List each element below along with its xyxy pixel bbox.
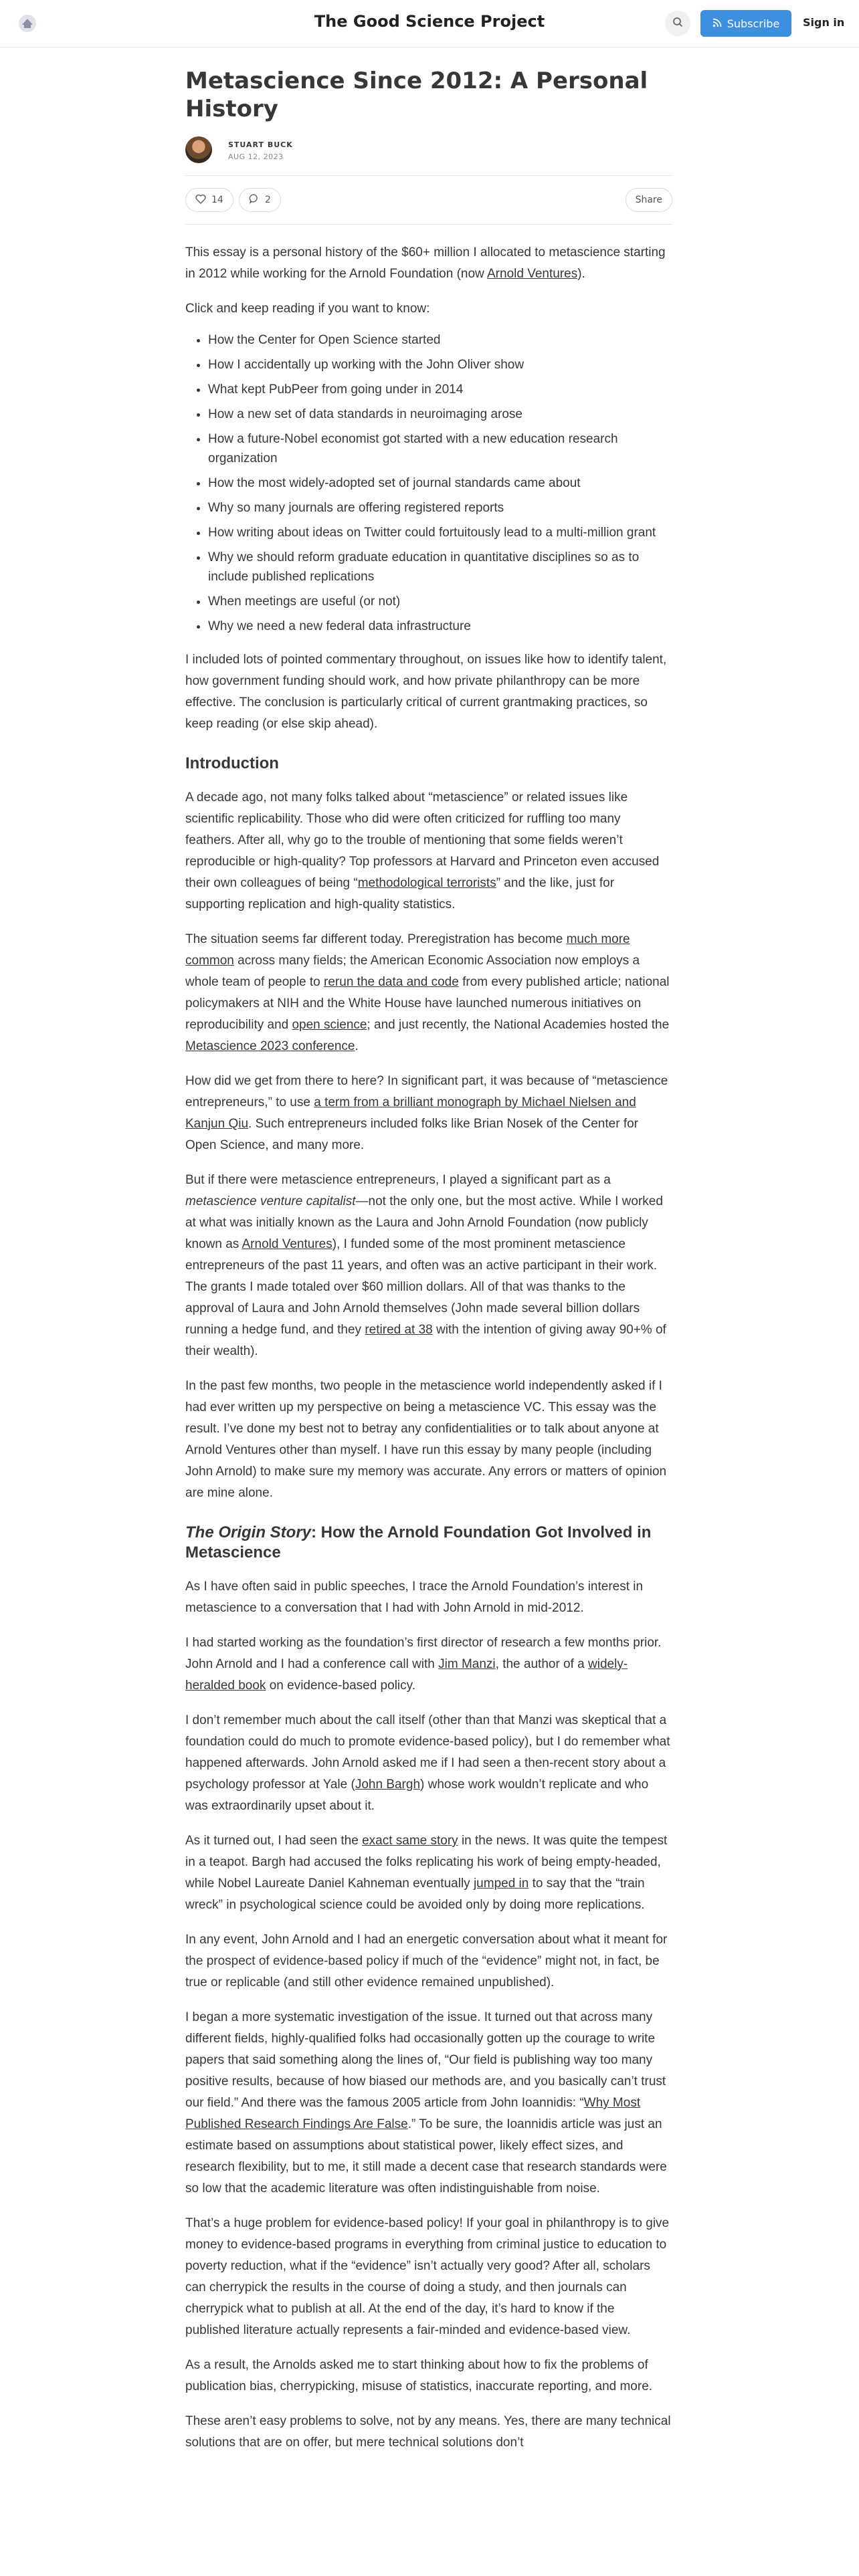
text: The situation seems far different today. Preregistration has become <box>185 932 567 946</box>
sign-in-link[interactable]: Sign in <box>803 16 845 29</box>
list-item: • How writing about ideas on Twitter could fortuitously lead to a multi-million grant <box>208 523 672 542</box>
text: ” and the like, just for supporting replication and high-quality statistics. <box>185 876 615 911</box>
post-date: AUG 12, 2023 <box>228 152 284 161</box>
text: ) whose work wouldn’t replicate and who was extraordinarily upset about it. <box>185 1778 649 1813</box>
john-bargh-link[interactable]: John Bargh <box>355 1778 421 1792</box>
paragraph <box>185 242 672 285</box>
paragraph: That’s a huge problem for evidence-based policy! If your goal in philanthropy is to give money to evidence-based programs in everything from criminal justice to education to poverty reduction, what if the “evidence” isn’t actually very good? After all, scholars can cherrypick the results in the course of doing a study, and then journals can cherrypick what to publish at all. At the end of the day, it’s hard to know if the published literature actually represents a fair-minded and evidence-based view. <box>185 2216 670 2337</box>
heading-italic: The Origin Story <box>185 1523 312 1541</box>
search-icon <box>672 17 683 30</box>
paragraph <box>185 2007 672 2199</box>
paragraph <box>185 787 672 916</box>
list-item: • How I accidentally up working with the John Oliver show <box>208 355 672 374</box>
section-heading-origin-story <box>185 1523 672 1563</box>
arnold-ventures-link-2[interactable]: Arnold Ventures <box>242 1237 332 1251</box>
search-button[interactable] <box>665 11 690 36</box>
subscribe-button[interactable] <box>700 10 791 37</box>
paragraph <box>185 1071 672 1156</box>
like-button[interactable] <box>185 188 233 212</box>
text: —not the only one, but the most active. While I worked at what was initially known as the Laura and John Arnold Foundation (now publicly known as <box>185 1194 663 1251</box>
text: ), I funded some of the most prominent metascience entrepreneurs of the past 11 years, and often was an active participant in their work. The grants I made totaled over $60 million dollars. All of that was thanks to the approval of Laura and John Arnold themselves (John made several billion dollars running a hedge fund, and they <box>185 1237 658 1337</box>
text: ; and just recently, the National Academies hosted the <box>367 1018 670 1032</box>
list-item: • Why we should reform graduate education in quantitative disciplines so as to include published replications <box>208 548 672 586</box>
author-name[interactable]: STUART BUCK <box>228 140 293 149</box>
text: A decade ago, not many folks talked about “metascience” or related issues like scientific replicability. Those who did were often criticized for ruffling too many feathers. After all, why go to the trouble of mentioning that some fields weren’t reproducible or high-quality? Top professors at Harvard and Princeton even accused their own colleagues of being “ <box>185 790 660 890</box>
comment-count: 2 <box>265 195 271 205</box>
comment-button[interactable] <box>239 188 281 212</box>
post-title: Metascience Since 2012: A Personal History <box>185 68 648 122</box>
like-count: 14 <box>211 195 223 205</box>
paragraph <box>185 1170 672 1362</box>
text: This essay is a personal history of the $60+ million I allocated to metascience starting in 2012 while working for the Arnold Foundation (now <box>185 245 666 281</box>
jim-manzi-link[interactable]: Jim Manzi <box>438 1657 496 1671</box>
text: in the news. It was quite the tempest in a teapot. Bargh had accused the folks replicating his work of being empty-headed, while Nobel Laureate Daniel Kahneman eventually <box>185 1834 668 1891</box>
subscribe-label: Subscribe <box>727 17 780 30</box>
post-container <box>185 47 672 2454</box>
much-more-common-link[interactable]: much more common <box>185 932 630 968</box>
rss-icon <box>712 17 722 30</box>
paragraph: In the past few months, two people in the metascience world independently asked if I had ever written up my perspective on being a metascience VC. This essay was the result. I’ve done my best not to betray any confidentialities or to talk about anyone at Arnold Ventures other than myself. I have run this essay by many people (including John Arnold) to make sure my memory was accurate. Any errors or matters of opinion are mine alone. <box>185 1379 667 1500</box>
text: I don’t remember much about the call itself (other than that Manzi was skeptical that a foundation could do much to promote evidence-based policy), but I do remember what happened afterwards. John Arnold asked me if I had seen a then-recent story about a psychology professor at Yale ( <box>185 1713 670 1792</box>
share-button[interactable] <box>626 188 672 212</box>
list-item: • What kept PubPeer from going under in 2014 <box>208 380 672 399</box>
text: But if there were metascience entrepreneurs, I played a significant part as a <box>185 1173 611 1187</box>
list-item: • When meetings are useful (or not) <box>208 592 672 611</box>
list-item: • How the most widely-adopted set of journal standards came about <box>208 473 672 493</box>
post-actions <box>185 175 672 225</box>
open-science-link[interactable]: open science <box>292 1018 367 1032</box>
paragraph <box>185 1632 672 1697</box>
paragraph <box>185 1830 672 1916</box>
ioannidis-article-link[interactable]: Why Most Published Research Findings Are False <box>185 2096 641 2131</box>
arnold-ventures-link[interactable]: Arnold Ventures <box>487 267 578 281</box>
site-title[interactable]: The Good Science Project <box>314 12 545 31</box>
comment-icon <box>249 193 260 207</box>
text: with the intention of giving away 90+% of their wealth). <box>185 1323 666 1358</box>
heading-rest: : How the Arnold Foundation Got Involved in Metascience <box>185 1523 652 1562</box>
section-heading-introduction: Introduction <box>185 754 279 772</box>
text: I had started working as the foundation’s first director of research a few months prior. John Arnold and I had a conference call with <box>185 1636 662 1671</box>
author-avatar[interactable] <box>185 136 212 163</box>
text: . Such entrepreneurs included folks like Brian Nosek of the Center for Open Science, and many more. <box>185 1117 638 1152</box>
heart-icon <box>195 194 206 207</box>
text: ). <box>577 267 585 281</box>
byline <box>185 132 672 170</box>
emphasis: metascience venture capitalist <box>185 1194 356 1208</box>
paragraph: I included lots of pointed commentary throughout, on issues like how to identify talent, how government funding should work, and how private philanthropy can be more effective. The conclusion is particularly critical of current grantmaking practices, so keep reading (or else skip ahead). <box>185 653 667 731</box>
paragraph: As I have often said in public speeches, I trace the Arnold Foundation’s interest in metascience to a conversation that I had with John Arnold in mid-2012. <box>185 1580 644 1615</box>
jumped-in-link[interactable]: jumped in <box>473 1876 529 1891</box>
exact-same-story-link[interactable]: exact same story <box>362 1834 458 1848</box>
book-link[interactable]: widely-heralded book <box>185 1657 628 1693</box>
list-item: • Why so many journals are offering registered reports <box>208 498 672 518</box>
text: across many fields; the American Economic Association now employs a whole team of people to <box>185 954 640 989</box>
methodological-terrorists-link[interactable]: methodological terrorists <box>357 876 496 890</box>
list-item: • How a future-Nobel economist got started with a new education research organization <box>208 429 672 468</box>
metascience-conference-link[interactable]: Metascience 2023 conference <box>185 1039 355 1053</box>
post-body <box>185 242 672 2454</box>
list-item: • How the Center for Open Science started <box>208 330 672 350</box>
paragraph: In any event, John Arnold and I had an energetic conversation about what it meant for the prospect of evidence-based policy if much of the “evidence” might not, in fact, be true or replicable (and still other evidence remained unpublished). <box>185 1933 668 1990</box>
list-item: • Why we need a new federal data infrastructure <box>208 617 672 636</box>
paragraph: These aren’t easy problems to solve, not by any means. Yes, there are many technical solutions that are on offer, but mere technical solutions don’t <box>185 2414 671 2450</box>
text: I began a more systematic investigation of the issue. It turned out that across many different fields, highly-qualified folks had occasionally gotten up the courage to write papers that said something along the lines of, “Our field is publishing way too many positive results, because of how biased our methods are, and you basically can’t trust our field.” And there was the famous 2005 article from John Ioannidis: “ <box>185 2010 666 2110</box>
list-item: • How a new set of data standards in neuroimaging arose <box>208 405 672 424</box>
retired-link[interactable]: retired at 38 <box>365 1323 433 1337</box>
share-label: Share <box>635 195 662 205</box>
paragraph: Click and keep reading if you want to know: <box>185 302 430 316</box>
paragraph <box>185 1710 672 1817</box>
text: from every published article; national policymakers at NIH and the White House have launched numerous initiatives on reproducibility and <box>185 975 670 1032</box>
text: on evidence-based policy. <box>266 1679 416 1693</box>
rerun-data-link[interactable]: rerun the data and code <box>324 975 459 989</box>
paragraph <box>185 929 672 1057</box>
monograph-link[interactable]: a term from a brilliant monograph by Michael Nielsen and Kanjun Qiu <box>185 1095 636 1131</box>
top-bar <box>0 0 859 47</box>
topic-list <box>185 330 672 636</box>
text: , the author of a <box>495 1657 589 1671</box>
text: .” To be sure, the Ioannidis article was just an estimate based on assumptions about statistical power, likely effect sizes, and research flexibility, but to me, it still made a decent case that research standards were so low that the academic literature was often indistinguishable from noise. <box>185 2117 667 2195</box>
text: How did we get from there to here? In significant part, it was because of “metascience entrepreneurs,” to use <box>185 1074 668 1109</box>
text: . <box>355 1039 359 1053</box>
paragraph: As a result, the Arnolds asked me to start thinking about how to fix the problems of publication bias, cherrypicking, misuse of statistics, inaccurate reporting, and more. <box>185 2358 653 2393</box>
text: to say that the “train wreck” in psychological science could be avoided only by doing more replications. <box>185 1876 645 1912</box>
text: As it turned out, I had seen the <box>185 1834 363 1848</box>
